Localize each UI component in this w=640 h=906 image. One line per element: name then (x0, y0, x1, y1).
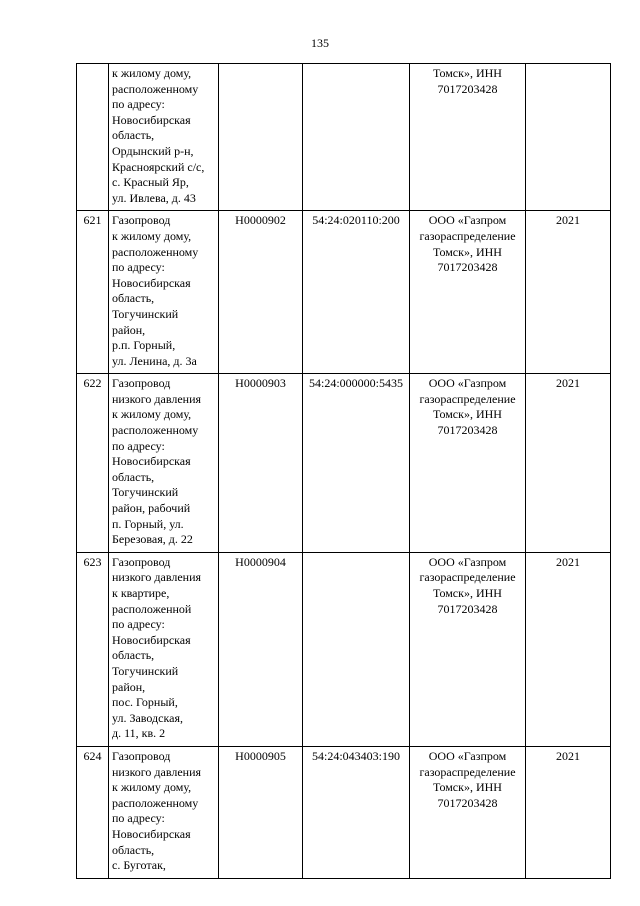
object-name-line: район, рабочий (112, 501, 191, 516)
object-name-cell (109, 374, 219, 553)
object-name-line: Тогучинский (112, 306, 179, 321)
object-name-line: Газопровод (112, 213, 171, 228)
object-name-line: Новосибирская (112, 454, 191, 469)
owner-line: 7017203428 (437, 795, 498, 810)
year-cell (526, 64, 611, 211)
object-name-cell (109, 64, 219, 211)
owner-line: Томск», ИНН (433, 407, 502, 422)
object-name-line: Новосибирская (112, 275, 191, 290)
table-row (77, 552, 611, 746)
inventory-number-cell (219, 64, 303, 211)
object-name-line: д. 11, кв. 2 (112, 726, 166, 741)
owner-cell (410, 64, 526, 211)
object-name-line: расположенной (112, 601, 192, 616)
object-name-line: р.п. Горный, (112, 338, 176, 353)
inventory-number-cell: Н0000902 (219, 211, 303, 374)
object-name-line: Красноярский с/с, (112, 159, 205, 174)
owner-cell (410, 374, 526, 553)
object-name-line: расположенному (112, 795, 199, 810)
object-name-line: Новосибирская (112, 632, 191, 647)
registry-table (76, 63, 611, 879)
owner-line: Томск», ИНН (433, 586, 502, 600)
object-name-line: Новосибирская (112, 112, 191, 127)
owner-line: 7017203428 (437, 260, 498, 275)
owner-line: ООО «Газпром (428, 376, 507, 391)
year-cell: 2021 (526, 374, 611, 553)
object-name-line: по адресу: (112, 617, 165, 632)
object-name-line: ул. Ивлева, д. 43 (112, 190, 196, 205)
row-number-cell: 621 (77, 211, 109, 374)
year-cell: 2021 (526, 211, 611, 374)
owner-line: 7017203428 (437, 423, 498, 438)
owner-line: газораспределение (419, 391, 516, 406)
owner-line: 7017203428 (437, 601, 498, 616)
object-name-line: к жилому дому, (112, 228, 192, 243)
object-name-line: п. Горный, ул. (112, 516, 184, 531)
object-name-line: расположенному (112, 81, 199, 96)
owner-cell (410, 211, 526, 374)
row-number-cell (77, 64, 109, 211)
owner-line: Томск», ИНН (433, 780, 502, 795)
object-name-line: Березовая, д. 22 (112, 532, 193, 547)
object-name-cell (109, 211, 219, 374)
object-name-line: расположенному (112, 244, 199, 259)
object-name-line: Тогучинский (112, 485, 179, 500)
row-number-cell: 622 (77, 374, 109, 553)
owner-line: ООО «Газпром (428, 554, 507, 569)
owner-line: газораспределение (419, 228, 516, 243)
year-cell: 2021 (526, 552, 611, 746)
table-row (77, 211, 611, 374)
table-row (77, 64, 611, 211)
object-name-line: к квартире, (112, 586, 170, 600)
object-name-line: область, (112, 842, 155, 857)
owner-line: газораспределение (419, 570, 516, 585)
object-name-line: ул. Заводская, (112, 710, 183, 725)
owner-cell (410, 552, 526, 746)
object-name-line: по адресу: (112, 811, 165, 826)
object-name-line: низкого давления (112, 764, 202, 779)
object-name-line: область, (112, 291, 155, 306)
inventory-number-cell: Н0000904 (219, 552, 303, 746)
registry-table-body (77, 64, 611, 879)
object-name-line: с. Буготак, (112, 858, 166, 873)
cadastral-number-cell: 54:24:000000:5435 (303, 374, 410, 553)
object-name-line: ул. Ленина, д. 3а (112, 353, 197, 368)
row-number-cell: 624 (77, 746, 109, 878)
object-name-line: Новосибирская (112, 826, 191, 841)
cadastral-number-cell (303, 552, 410, 746)
object-name-line: к жилому дому, (112, 407, 192, 422)
owner-line: ООО «Газпром (428, 213, 507, 228)
inventory-number-cell: Н0000903 (219, 374, 303, 553)
object-name-line: Ордынский р-н, (112, 143, 194, 158)
object-name-cell (109, 552, 219, 746)
object-name-line: область, (112, 128, 155, 143)
owner-line: ООО «Газпром (428, 748, 507, 763)
object-name-line: с. Красный Яр, (112, 175, 189, 190)
object-name-line: Газопровод (112, 748, 171, 763)
table-row (77, 746, 611, 878)
owner-line: Томск», ИНН (433, 66, 502, 80)
owner-line: 7017203428 (437, 81, 498, 96)
object-name-line: пос. Горный, (112, 695, 178, 710)
year-cell: 2021 (526, 746, 611, 878)
object-name-line: район, (112, 679, 146, 694)
object-name-line: Газопровод (112, 554, 171, 569)
cadastral-number-cell: 54:24:020110:200 (303, 211, 410, 374)
page-number: 135 (311, 36, 329, 50)
object-name-line: Газопровод (112, 376, 171, 391)
inventory-number-cell: Н0000905 (219, 746, 303, 878)
object-name-line: по адресу: (112, 260, 165, 275)
owner-line: Томск», ИНН (433, 244, 502, 259)
object-name-line: Тогучинский (112, 663, 179, 678)
object-name-line: район, (112, 322, 146, 337)
object-name-line: к жилому дому, (112, 780, 192, 795)
object-name-line: область, (112, 648, 155, 663)
object-name-line: расположенному (112, 423, 199, 438)
row-number-cell: 623 (77, 552, 109, 746)
object-name-line: по адресу: (112, 438, 165, 453)
owner-line: газораспределение (419, 764, 516, 779)
cadastral-number-cell: 54:24:043403:190 (303, 746, 410, 878)
object-name-line: по адресу: (112, 97, 165, 112)
object-name-cell (109, 746, 219, 878)
object-name-line: область, (112, 469, 155, 484)
table-row (77, 374, 611, 553)
owner-cell (410, 746, 526, 878)
object-name-line: к жилому дому, (112, 66, 192, 80)
cadastral-number-cell (303, 64, 410, 211)
object-name-line: низкого давления (112, 391, 202, 406)
object-name-line: низкого давления (112, 570, 202, 585)
